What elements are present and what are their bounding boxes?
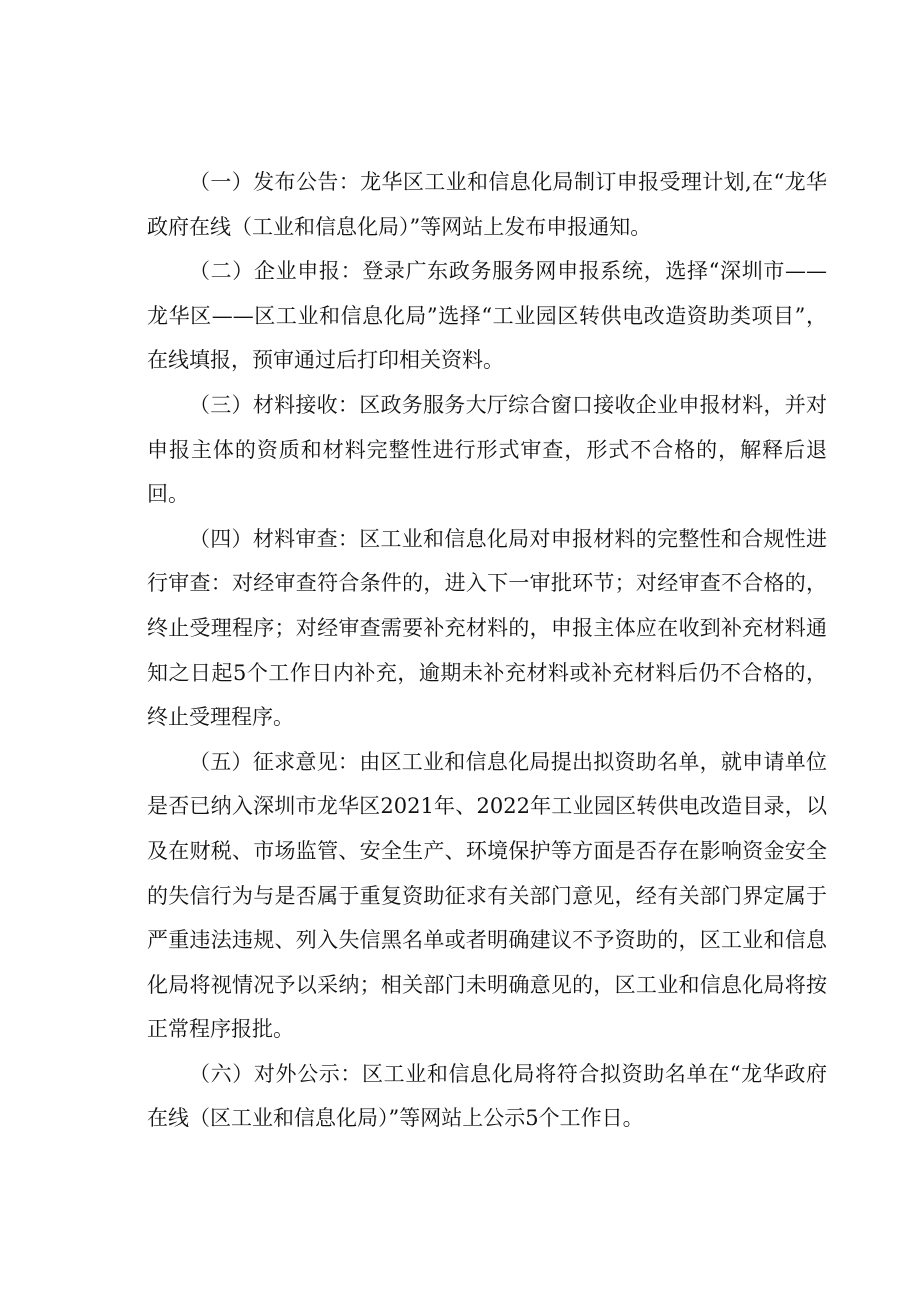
document-body (147, 160, 827, 1141)
paragraph-public-notice: （六）对外公示：区工业和信息化局将符合拟资助名单在“龙华政府在线（区工业和信息化局）”等网站上公示5个工作日。 (147, 1061, 827, 1131)
paragraph-opinion-solicitation: （五）征求意见：由区工业和信息化局提出拟资助名单，就申请单位是否已纳入深圳市龙华区2021年、2022年工业园区转供电改造目录，以及在财税、市场监管、安全生产、环境保护等方面是否存在影响资金安全的失信行为与是否属于重复资助征求有关部门意见，经有关部门界定属于严重违法违规、列入失信黑名单或者明确建议不予资助的，区工业和信息化局将视情况予以采纳；相关部门未明确意见的，区工业和信息化局将按正常程序报批。 (147, 749, 827, 1042)
paragraph-enterprise-application: （二）企业申报：登录广东政务服务网申报系统，选择“深圳市——龙华区——区工业和信息化局”选择“工业园区转供电改造资助类项目”，在线填报，预审通过后打印相关资料。 (147, 259, 827, 373)
paragraph-material-receipt: （三）材料接收：区政务服务大厅综合窗口接收企业申报材料，并对申报主体的资质和材料完整性进行形式审查，形式不合格的，解释后退回。 (147, 392, 827, 507)
paragraph-publish-notice: （一）发布公告：龙华区工业和信息化局制订申报受理计划,在“龙华政府在线（工业和信息化局）”等网站上发布申报通知。 (147, 170, 827, 239)
paragraph-material-review: （四）材料审查：区工业和信息化局对申报材料的完整性和合规性进行审查：对经审查符合条件的，进入下一审批环节；对经审查不合格的，终止受理程序；对经审查需要补充材料的，申报主体应在收到补充材料通知之日起5个工作日内补充，逾期未补充材料或补充材料后仍不合格的，终止受理程序。 (147, 526, 827, 730)
